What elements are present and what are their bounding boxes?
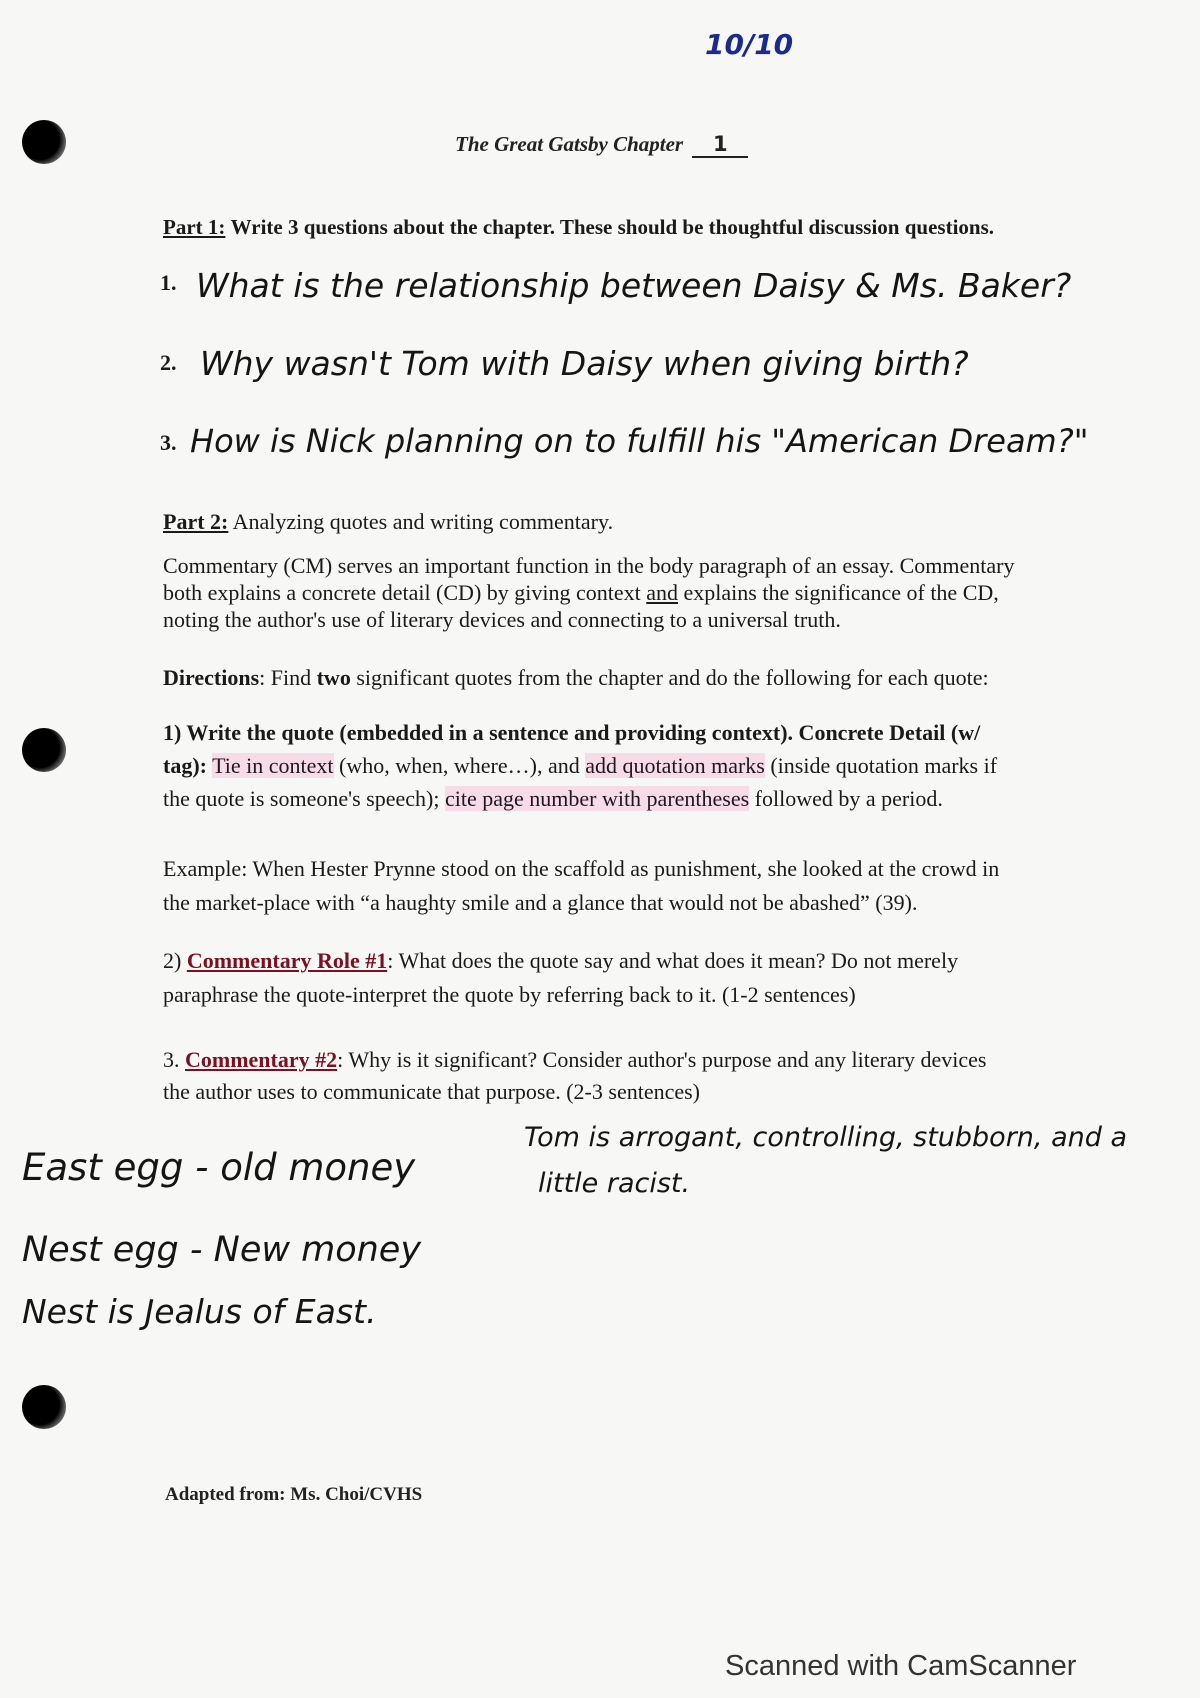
step-1 xyxy=(163,716,997,815)
note-east-egg: East egg - old money xyxy=(22,1146,416,1189)
part2-heading xyxy=(163,506,613,537)
step-2-label: Commentary Role #1 xyxy=(186,948,388,973)
paragraph-line: noting the author's use of literary devices and connecting to a universal truth. xyxy=(163,607,841,632)
part1-instructions xyxy=(163,212,994,243)
step-2-number: 2) xyxy=(163,948,187,973)
step-3 xyxy=(163,1044,986,1108)
step-1-text: (inside quotation marks if xyxy=(764,753,998,778)
title-text: The Great Gatsby Chapter xyxy=(455,132,684,156)
answer-1-handwriting: What is the relationship between Daisy & Ms. Baker? xyxy=(196,266,1072,305)
step-1-line xyxy=(163,749,997,782)
highlight: add quotation marks xyxy=(585,753,765,778)
directions xyxy=(163,662,989,693)
paragraph-text: explains the significance of the CD, xyxy=(678,580,999,605)
part2-heading-text: Analyzing quotes and writing commentary. xyxy=(232,509,614,534)
punch-hole xyxy=(22,728,66,772)
step-3-label: Commentary #2 xyxy=(185,1047,338,1072)
note-jealous: Nest is Jealus of East. xyxy=(22,1292,377,1331)
step-2-line: paraphrase the quote-interpret the quote by referring back to it. (1-2 sentences) xyxy=(163,982,856,1007)
answer-3-number: 3. xyxy=(160,430,177,455)
attribution: Adapted from: Ms. Choi/CVHS xyxy=(165,1484,423,1505)
note-west-egg: Nest egg - New money xyxy=(22,1230,422,1270)
part1-instruction: Write 3 questions about the chapter. These should be thoughtful discussion questions. xyxy=(230,215,995,239)
note-tom-traits-cont: little racist. xyxy=(538,1168,691,1199)
step-3-number: 3. xyxy=(163,1047,185,1072)
step-2-line xyxy=(163,944,958,978)
answer-3-handwriting: How is Nick planning on to fulfill his "American Dream?" xyxy=(190,422,1089,460)
note-tom-traits: Tom is arrogant, controlling, stubborn, and a xyxy=(524,1122,1127,1153)
step-1-text: the quote is someone's speech); xyxy=(163,786,445,811)
paragraph-underlined: and xyxy=(646,580,679,605)
step-1-text: followed by a period. xyxy=(749,786,943,811)
step-1-line xyxy=(163,782,997,815)
step-1-text: (who, when, where…), and xyxy=(333,753,586,778)
chapter-number: 1 xyxy=(692,132,748,158)
answer-2-handwriting: Why wasn't Tom with Daisy when giving birth? xyxy=(200,344,969,383)
step-2-text: : What does the quote say and what does it mean? Do not merely xyxy=(387,948,959,973)
answer-1-number: 1. xyxy=(160,270,177,295)
worksheet-title xyxy=(455,132,748,158)
directions-text: significant quotes from the chapter and do the following for each quote: xyxy=(350,665,989,690)
commentary-paragraph xyxy=(163,552,1014,633)
part1-label: Part 1: xyxy=(163,215,226,239)
step-3-text: : Why is it significant? Consider author's purpose and any literary devices xyxy=(337,1047,987,1072)
step-3-line: the author uses to communicate that purpose. (2-3 sentences) xyxy=(163,1079,701,1104)
example-line: the market-place with “a haughty smile and a glance that would not be abashed” (39). xyxy=(163,890,918,915)
highlight: cite page number with parentheses xyxy=(444,786,750,811)
step-1-tag: tag): xyxy=(163,753,207,778)
highlight: Tie in context xyxy=(212,753,334,778)
punch-hole xyxy=(22,1385,66,1429)
step-1-heading: 1) Write the quote (embedded in a sentence and providing context). Concrete Detail (w/ xyxy=(163,720,981,745)
example xyxy=(163,852,999,920)
part2-label: Part 2: xyxy=(163,509,229,534)
paragraph-line xyxy=(163,579,1014,606)
directions-text: : Find xyxy=(259,665,317,690)
paragraph-line: Commentary (CM) serves an important function in the body paragraph of an essay. Commentary xyxy=(163,553,1015,578)
step-3-line xyxy=(163,1044,986,1076)
scanner-watermark: Scanned with CamScanner xyxy=(725,1650,1077,1682)
directions-bold: two xyxy=(316,665,351,690)
grade-mark: 10/10 xyxy=(705,28,794,61)
answer-2-number: 2. xyxy=(160,350,177,375)
punch-hole xyxy=(22,120,66,164)
directions-label: Directions xyxy=(163,665,260,690)
example-line: Example: When Hester Prynne stood on the scaffold as punishment, she looked at the crowd in xyxy=(163,856,1000,881)
paragraph-text: both explains a concrete detail (CD) by giving context xyxy=(163,580,647,605)
step-2 xyxy=(163,944,958,1012)
